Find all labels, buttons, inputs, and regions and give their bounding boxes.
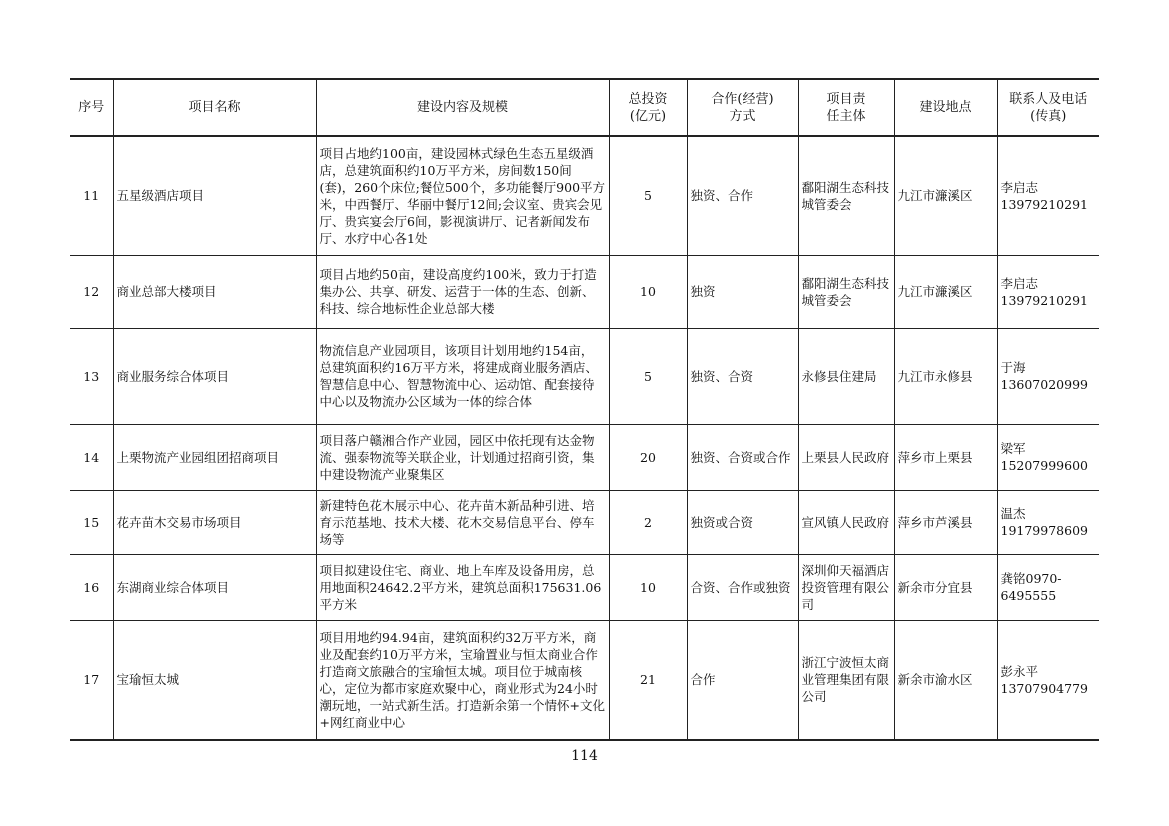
cell-location: 萍乡市上栗县	[894, 424, 997, 490]
cell-owner: 深圳仰天福酒店投资管理有限公司	[798, 554, 894, 620]
cell-contact	[997, 490, 1099, 554]
cell-location: 新余市渝水区	[894, 620, 997, 740]
contact-phone: 13607020999	[1000, 377, 1088, 392]
table-row	[70, 136, 1099, 255]
cell-investment: 20	[609, 424, 687, 490]
cell-contact	[997, 554, 1099, 620]
contact-name: 温杰	[1000, 506, 1026, 521]
cell-name: 花卉苗木交易市场项目	[113, 490, 316, 554]
cell-investment: 10	[609, 255, 687, 328]
cell-investment: 5	[609, 328, 687, 424]
contact-phone: 13979210291	[1000, 196, 1088, 212]
cell-owner: 鄱阳湖生态科技城管委会	[798, 136, 894, 255]
header-name: 项目名称	[113, 79, 316, 136]
cell-seq: 13	[70, 328, 113, 424]
header-investment: 总投资 (亿元)	[609, 79, 687, 136]
contact-phone: 15207999600	[1000, 458, 1088, 473]
page-number: 114	[571, 748, 598, 764]
table-header	[70, 79, 1099, 136]
cell-mode: 独资、合资或合作	[687, 424, 798, 490]
table-row	[70, 424, 1099, 490]
cell-investment: 21	[609, 620, 687, 740]
table-row	[70, 620, 1099, 740]
cell-seq: 14	[70, 424, 113, 490]
project-table	[70, 78, 1099, 741]
cell-location: 新余市分宜县	[894, 554, 997, 620]
cell-seq: 12	[70, 255, 113, 328]
cell-name: 商业服务综合体项目	[113, 328, 316, 424]
cell-seq: 11	[70, 136, 113, 255]
cell-location: 九江市濂溪区	[894, 136, 997, 255]
cell-mode: 独资	[687, 255, 798, 328]
cell-investment: 10	[609, 554, 687, 620]
cell-investment: 5	[609, 136, 687, 255]
cell-mode: 独资、合资	[687, 328, 798, 424]
cell-contact	[997, 620, 1099, 740]
table-row	[70, 490, 1099, 554]
cell-owner: 永修县住建局	[798, 328, 894, 424]
header-seq: 序号	[70, 79, 113, 136]
table-row	[70, 255, 1099, 328]
header-contact: 联系人及电话 (传真)	[997, 79, 1099, 136]
contact-name: 李启志	[1000, 275, 1039, 291]
cell-content: 项目占地约100亩，建设园林式绿色生态五星级酒店，总建筑面积约10万平方米，房间数150间(套)，260个床位;餐位500个，多功能餐厅900平方米，中西餐厅、华丽中餐厅12间;会议室、贵宾会见厅、贵宾宴会厅6间，影视演讲厅、记者新闻发布厅、水疗中心各1处	[316, 136, 609, 255]
header-row	[70, 79, 1099, 136]
cell-mode: 独资、合作	[687, 136, 798, 255]
cell-content: 物流信息产业园项目，该项目计划用地约154亩，总建筑面积约16万平方米，将建成商业服务酒店、智慧信息中心、智慧物流中心、运动馆、配套接待中心以及物流办公区域为一体的综合体	[316, 328, 609, 424]
cell-location: 九江市永修县	[894, 328, 997, 424]
cell-contact	[997, 136, 1099, 255]
cell-contact	[997, 255, 1099, 328]
cell-name: 五星级酒店项目	[113, 136, 316, 255]
cell-location: 九江市濂溪区	[894, 255, 997, 328]
header-owner: 项目责 任主体	[798, 79, 894, 136]
cell-seq: 17	[70, 620, 113, 740]
table-row	[70, 328, 1099, 424]
cell-owner: 上栗县人民政府	[798, 424, 894, 490]
cell-name: 宝瑜恒太城	[113, 620, 316, 740]
cell-location: 萍乡市芦溪县	[894, 490, 997, 554]
cell-seq: 16	[70, 554, 113, 620]
header-mode: 合作(经营) 方式	[687, 79, 798, 136]
cell-mode: 独资或合资	[687, 490, 798, 554]
cell-owner: 宣风镇人民政府	[798, 490, 894, 554]
contact-name: 彭永平	[1000, 663, 1039, 679]
cell-contact	[997, 424, 1099, 490]
cell-name: 商业总部大楼项目	[113, 255, 316, 328]
cell-content: 项目落户赣湘合作产业园，园区中依托现有达金物流、强泰物流等关联企业，计划通过招商引资，集中建设物流产业聚集区	[316, 424, 609, 490]
cell-mode: 合作	[687, 620, 798, 740]
contact-name: 梁军	[1000, 441, 1026, 456]
contact-name: 于海	[1000, 360, 1026, 375]
cell-owner: 浙江宁波恒太商业管理集团有限公司	[798, 620, 894, 740]
contact-name: 李启志	[1000, 179, 1039, 195]
cell-content: 项目占地约50亩，建设高度约100米，致力于打造集办公、共享、研发、运营于一体的生态、创新、科技、综合地标性企业总部大楼	[316, 255, 609, 328]
contact-name: 龚铭0970-	[1000, 571, 1062, 586]
contact-phone: 13707904779	[1000, 680, 1088, 696]
header-content: 建设内容及规模	[316, 79, 609, 136]
table-body	[70, 136, 1099, 740]
cell-content: 项目用地约94.94亩，建筑面积约32万平方米，商业及配套约10万平方米，宝瑜置业与恒太商业合作打造商文旅融合的宝瑜恒太城。项目位于城南核心，定位为都市家庭欢聚中心，商业形式为24小时潮玩地，一站式新生活。打造新余第一个情怀+文化+网红商业中心	[316, 620, 609, 740]
contact-phone: 6495555	[1000, 588, 1057, 603]
cell-mode: 合资、合作或独资	[687, 554, 798, 620]
cell-content: 新建特色花木展示中心、花卉苗木新品种引进、培育示范基地、技术大楼、花木交易信息平台、停车场等	[316, 490, 609, 554]
cell-seq: 15	[70, 490, 113, 554]
cell-contact	[997, 328, 1099, 424]
header-location: 建设地点	[894, 79, 997, 136]
table-row	[70, 554, 1099, 620]
cell-content: 项目拟建设住宅、商业、地上车库及设备用房，总用地面积24642.2平方米，建筑总面积175631.06平方米	[316, 554, 609, 620]
cell-name: 东湖商业综合体项目	[113, 554, 316, 620]
contact-phone: 13979210291	[1000, 292, 1088, 308]
contact-phone: 19179978609	[1000, 523, 1088, 538]
cell-investment: 2	[609, 490, 687, 554]
cell-owner: 鄱阳湖生态科技城管委会	[798, 255, 894, 328]
cell-name: 上栗物流产业园组团招商项目	[113, 424, 316, 490]
